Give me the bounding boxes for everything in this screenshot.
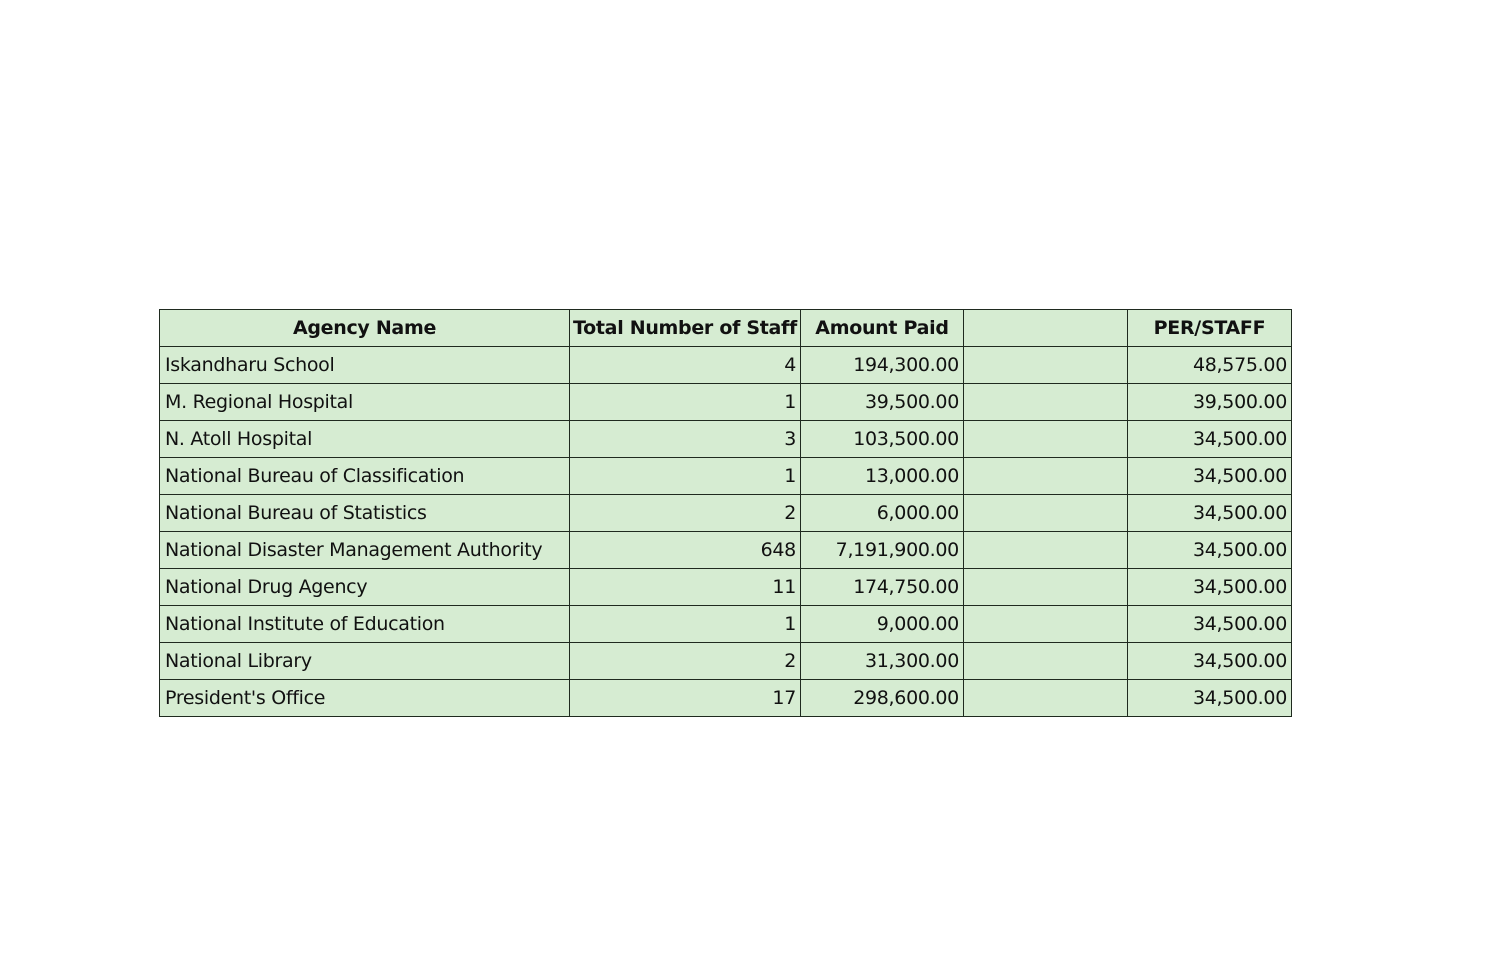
cell-agency-name: National Bureau of Classification (160, 458, 570, 495)
cell-amount-paid: 194,300.00 (800, 347, 963, 384)
cell-blank (963, 569, 1127, 606)
table-row (160, 495, 1292, 532)
table-body (160, 347, 1292, 717)
cell-amount-paid: 6,000.00 (800, 495, 963, 532)
cell-agency-name: National Disaster Management Authority (160, 532, 570, 569)
cell-per-staff: 34,500.00 (1127, 458, 1291, 495)
header-total-staff: Total Number of Staff (570, 310, 801, 347)
cell-blank (963, 347, 1127, 384)
cell-agency-name: President's Office (160, 680, 570, 717)
cell-agency-name: N. Atoll Hospital (160, 421, 570, 458)
cell-per-staff: 34,500.00 (1127, 495, 1291, 532)
table-row (160, 347, 1292, 384)
header-amount-paid: Amount Paid (800, 310, 963, 347)
header-row (160, 310, 1292, 347)
cell-agency-name: National Institute of Education (160, 606, 570, 643)
cell-blank (963, 680, 1127, 717)
cell-total-staff: 3 (570, 421, 801, 458)
cell-per-staff: 34,500.00 (1127, 569, 1291, 606)
cell-per-staff: 34,500.00 (1127, 680, 1291, 717)
cell-total-staff: 648 (570, 532, 801, 569)
cell-blank (963, 606, 1127, 643)
cell-amount-paid: 9,000.00 (800, 606, 963, 643)
table-row (160, 384, 1292, 421)
cell-per-staff: 34,500.00 (1127, 606, 1291, 643)
cell-amount-paid: 103,500.00 (800, 421, 963, 458)
cell-total-staff: 1 (570, 384, 801, 421)
cell-blank (963, 643, 1127, 680)
cell-amount-paid: 39,500.00 (800, 384, 963, 421)
cell-agency-name: National Bureau of Statistics (160, 495, 570, 532)
cell-total-staff: 4 (570, 347, 801, 384)
cell-blank (963, 384, 1127, 421)
table-row (160, 532, 1292, 569)
cell-amount-paid: 13,000.00 (800, 458, 963, 495)
cell-blank (963, 495, 1127, 532)
table-row (160, 421, 1292, 458)
cell-agency-name: National Drug Agency (160, 569, 570, 606)
table-row (160, 569, 1292, 606)
cell-blank (963, 421, 1127, 458)
cell-agency-name: National Library (160, 643, 570, 680)
header-per-staff: PER/STAFF (1127, 310, 1291, 347)
cell-total-staff: 1 (570, 606, 801, 643)
cell-per-staff: 39,500.00 (1127, 384, 1291, 421)
cell-amount-paid: 174,750.00 (800, 569, 963, 606)
cell-total-staff: 1 (570, 458, 801, 495)
cell-agency-name: Iskandharu School (160, 347, 570, 384)
cell-total-staff: 17 (570, 680, 801, 717)
cell-per-staff: 34,500.00 (1127, 643, 1291, 680)
header-agency-name: Agency Name (160, 310, 570, 347)
table-row (160, 458, 1292, 495)
header-blank (963, 310, 1127, 347)
cell-per-staff: 48,575.00 (1127, 347, 1291, 384)
agency-staff-table (159, 309, 1292, 717)
cell-amount-paid: 31,300.00 (800, 643, 963, 680)
cell-agency-name: M. Regional Hospital (160, 384, 570, 421)
cell-per-staff: 34,500.00 (1127, 532, 1291, 569)
table-row (160, 606, 1292, 643)
cell-amount-paid: 298,600.00 (800, 680, 963, 717)
cell-per-staff: 34,500.00 (1127, 421, 1291, 458)
cell-total-staff: 2 (570, 643, 801, 680)
cell-amount-paid: 7,191,900.00 (800, 532, 963, 569)
cell-total-staff: 11 (570, 569, 801, 606)
cell-total-staff: 2 (570, 495, 801, 532)
cell-blank (963, 532, 1127, 569)
table-row (160, 643, 1292, 680)
table-row (160, 680, 1292, 717)
cell-blank (963, 458, 1127, 495)
